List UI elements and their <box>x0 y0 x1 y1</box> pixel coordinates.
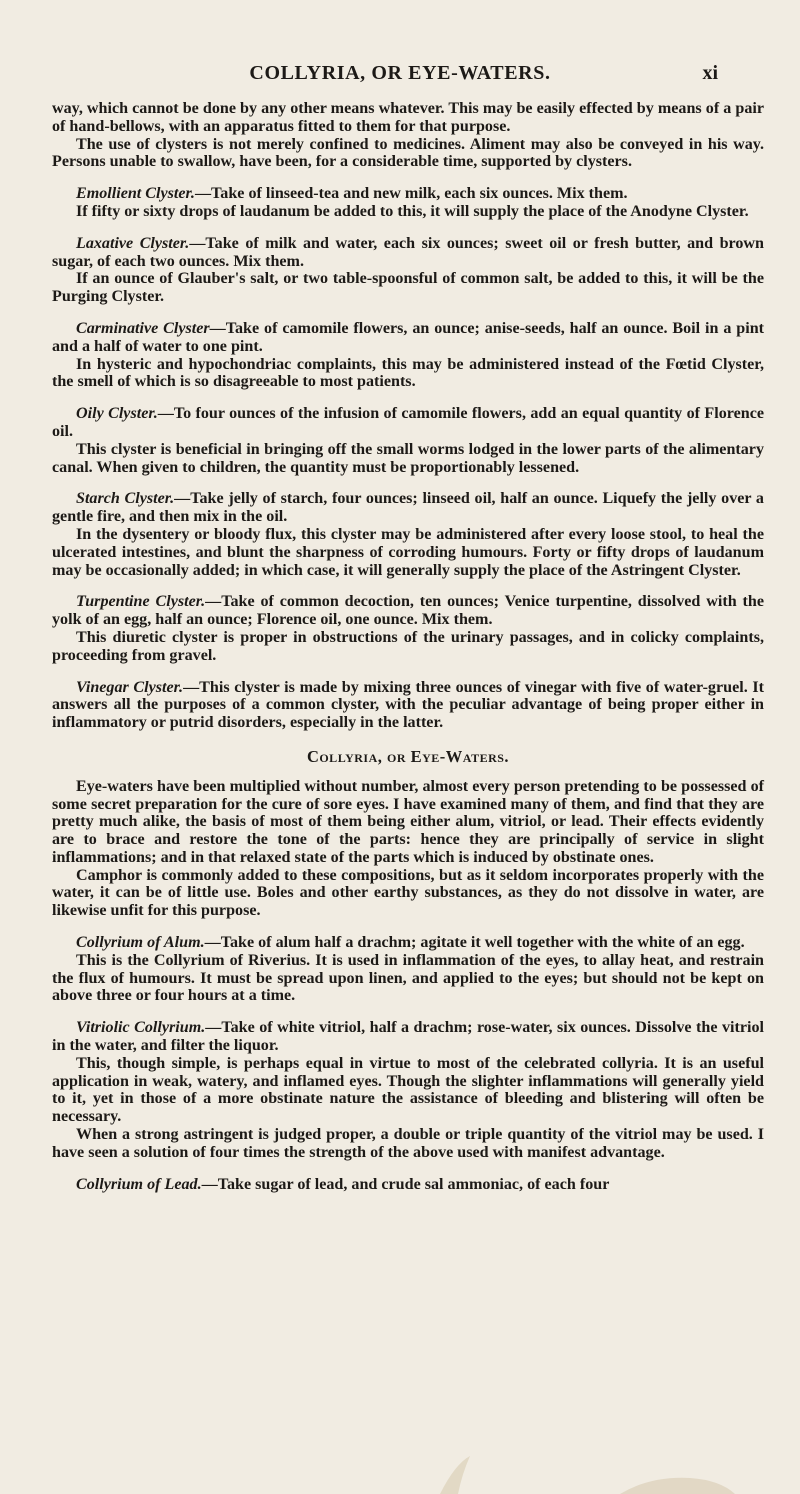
paragraph-text: —Take of linseed-tea and new milk, each six ounces. Mix them. <box>194 185 628 203</box>
paragraph <box>52 235 764 271</box>
paragraph-text: —Take of white vitriol, half a drachm; rose-water, six ounces. Dissolve the vitriol in the water, and filter the liquor. <box>52 1019 764 1055</box>
collyria-recipes <box>52 778 764 1194</box>
clyster-recipes <box>52 100 764 732</box>
paragraph <box>52 629 764 665</box>
paragraph <box>52 441 764 477</box>
recipe-title: Turpentine Clyster. <box>76 593 206 611</box>
paragraph <box>52 1019 764 1055</box>
paragraph <box>52 526 764 579</box>
recipe-title: Starch Clyster. <box>76 490 175 508</box>
recipe-title: Carminative Clyster <box>76 319 210 337</box>
paragraph <box>52 1126 764 1162</box>
paragraph <box>52 405 764 441</box>
recipe-title: Vinegar Clyster. <box>76 678 184 696</box>
paragraph-text: —Take of camomile flowers, an ounce; anise-seeds, half an ounce. Boil in a pint and a half of water to one pint. <box>52 319 765 355</box>
paragraph <box>52 270 764 306</box>
paragraph-text: —To four ounces of the infusion of camomile flowers, add an equal quantity of Florence oil. <box>52 405 764 440</box>
paragraph-text: —This clyster is made by mixing three ounces of vinegar with five of water-gruel. It answers all the purposes of a common clyster, with the peculiar advantage of being proper either in inflammatory or putrid disorders, especially in the latter. <box>52 678 764 732</box>
page-body <box>52 100 764 1193</box>
paragraph <box>52 1055 764 1126</box>
paragraph-text: In hysteric and hypochondriac complaints, this may be administered instead of the Fœtid Clyster, the smell of which is so disagreeable to most patients. <box>52 355 764 391</box>
paragraph-text: —Take of milk and water, each six ounces; sweet oil or fresh butter, and brown sugar, of each two ounces. Mix them. <box>52 234 764 270</box>
paragraph-text: When a strong astringent is judged proper, a double or triple quantity of the vitriol may be used. I have seen a solution of four times the strength of the above used with manifest advantage. <box>52 1126 764 1161</box>
paragraph-text: Camphor is commonly added to these compositions, but as it seldom incorporates properly with the water, it can be of little use. Boles and other earthy substances, as they do not dissolve in water, are likewise unfit for this purpose. <box>52 866 764 920</box>
paragraph <box>52 679 764 732</box>
paragraph <box>52 320 764 356</box>
paragraph-text: In the dysentery or bloody flux, this clyster may be administered after every loose stool, to heal the ulcerated intestines, and blunt the sharpness of corroding humours. Forty or fifty drops of laudanum may be occasionally added; in which case, it will generally supply the place of the Astringent Clyster. <box>52 525 764 579</box>
paragraph <box>52 490 764 526</box>
recipe-title: Laxative Clyster. <box>76 234 190 252</box>
running-head: COLLYRIA, OR EYE-WATERS. <box>249 62 551 84</box>
recipe-title: Emollient Clyster. <box>76 185 195 203</box>
paragraph-text: —Take jelly of starch, four ounces; linseed oil, half an ounce. Liquefy the jelly over a gentle fire, and then mix in the oil. <box>52 490 764 526</box>
paragraph-text: —Take of alum half a drachm; agitate it well together with the white of an egg. <box>204 934 745 952</box>
paragraph <box>52 136 764 172</box>
paragraph-text: This is the Collyrium of Riverius. It is used in inflammation of the eyes, to allay heat, and restrain the flux of humours. It must be spread upon linen, and applied to the eyes; but should not be kept on above three or four hours at a time. <box>52 951 764 1005</box>
paragraph <box>52 356 764 392</box>
paragraph-text: This diuretic clyster is proper in obstructions of the urinary passages, and in colicky complaints, proceeding from gravel. <box>52 628 764 664</box>
paragraph-text: Eye-waters have been multiplied without number, almost every person pretending to be possessed of some secret preparation for the cure of sore eyes. I have examined many of them, and find that they are pretty much alike, the basis of most of them being either alum, vitriol, or lead. Their effects evidently are to brace and restore the tone of the parts: hence they are principally of service in slight inflammations; and in that relaxed state of the parts which is induced by obstinate ones. <box>52 777 764 866</box>
paragraph <box>52 593 764 629</box>
paragraph <box>52 778 764 867</box>
paragraph-text: —Take sugar of lead, and crude sal ammoniac, of each four <box>201 1175 610 1193</box>
paragraph <box>52 934 764 952</box>
page-number: xi <box>702 62 718 84</box>
paragraph <box>52 867 764 920</box>
paragraph <box>52 1176 764 1194</box>
recipe-title: Vitriolic Collyrium. <box>76 1019 206 1037</box>
recipe-title: Oily Clyster. <box>76 405 158 423</box>
section-title: Collyria, or Eye-Waters. <box>306 746 510 766</box>
paragraph-text: If an ounce of Glauber's salt, or two table-spoonsful of common salt, be added to this, it will be the Purging Clyster. <box>52 270 764 306</box>
paragraph <box>52 952 764 1005</box>
paragraph-text: The use of clysters is not merely confined to medicines. Aliment may also be conveyed in his way. Persons unable to swallow, have been, for a considerable time, supported by clysters. <box>52 135 764 171</box>
paragraph-text: If fifty or sixty drops of laudanum be added to this, it will supply the place of the Anodyne Clyster. <box>76 202 749 220</box>
paragraph-text: This clyster is beneficial in bringing off the small worms lodged in the lower parts of the alimentary canal. When given to children, the quantity must be proportionably lessened. <box>52 440 764 476</box>
page-header <box>0 62 800 92</box>
paragraph-text: This, though simple, is perhaps equal in virtue to most of the celebrated collyria. It is an useful application in weak, watery, and inflamed eyes. Though the slighter inflammations will generally yield to it, yet in those of a more obstinate nature the assistance of bleeding and blistering will often be necessary. <box>52 1054 764 1126</box>
recipe-title: Collyrium of Alum. <box>76 934 205 952</box>
paragraph-text: way, which cannot be done by any other means whatever. This may be easily effected by means of a pair of hand-bellows, with an apparatus fitted to them for that purpose. <box>52 100 764 135</box>
recipe-title: Collyrium of Lead. <box>76 1175 202 1193</box>
paragraph <box>52 185 764 203</box>
paragraph <box>52 203 764 221</box>
page-bottom-smudge <box>0 1454 800 1494</box>
paragraph <box>52 100 764 136</box>
paragraph-text: —Take of common decoction, ten ounces; Venice turpentine, dissolved with the yolk of an egg, half an ounce; Florence oil, one ounce. Mix them. <box>52 593 764 629</box>
